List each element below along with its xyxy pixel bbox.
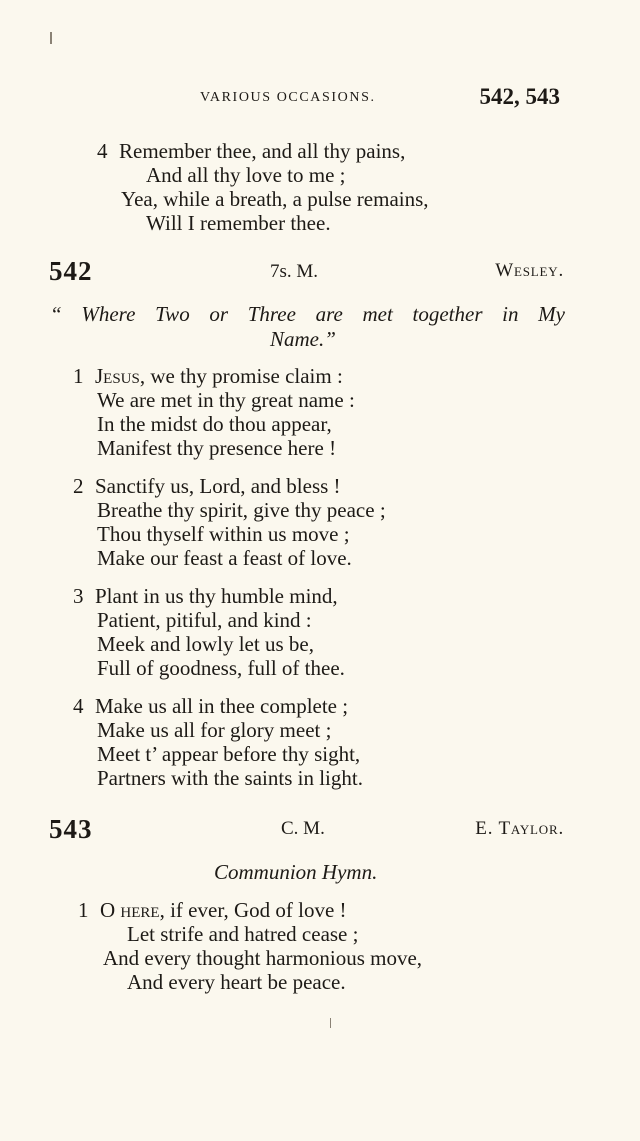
stanza-line: Make us all for glory meet ;	[97, 718, 332, 742]
hymn-title: Communion Hymn.	[214, 860, 378, 884]
stanza-line	[73, 474, 341, 498]
margin-mark	[330, 1018, 331, 1028]
stanza-number: 4	[73, 694, 84, 718]
stanza-line: Partners with the saints in light.	[97, 766, 363, 790]
stanza-line	[73, 584, 338, 608]
stanza-line: Meek and lowly let us be,	[97, 632, 314, 656]
stanza-line: Manifest thy presence here !	[97, 436, 337, 460]
stanza-number: 1	[73, 364, 84, 388]
stanza-line: And every thought harmonious move,	[103, 946, 423, 970]
stanza-line-text: Plant in us thy humble mind,	[95, 584, 338, 608]
stanza-line	[73, 694, 348, 718]
stanza-line-text: we thy promise claim :	[145, 364, 343, 388]
stanza-line: In the midst do thou appear,	[97, 412, 332, 436]
hymn-author: Wesley.	[495, 260, 564, 281]
stanza-line: Breathe thy spirit, give thy peace ;	[97, 498, 386, 522]
small-caps-word: here,	[120, 898, 165, 922]
stanza-number: 4	[97, 139, 108, 163]
margin-mark	[50, 32, 52, 44]
hymn-meter: C. M.	[281, 818, 325, 839]
hymn-number: 543	[49, 814, 93, 844]
hymn-title: Name.”	[270, 327, 336, 351]
stanza-line: Full of goodness, full of thee.	[97, 656, 345, 680]
stanza-number: 3	[73, 584, 84, 608]
stanza-line: Make our feast a feast of love.	[97, 546, 352, 570]
stanza-line-text: Make us all in thee complete ;	[95, 694, 349, 718]
stanza-number: 1	[78, 898, 89, 922]
stanza-line-text: Sanctify us, Lord, and bless !	[95, 474, 341, 498]
stanza-number: 2	[73, 474, 84, 498]
stanza-line	[97, 139, 405, 163]
hymn-meter: 7s. M.	[270, 261, 319, 282]
stanza-line-text: O	[100, 898, 121, 922]
stanza-line: Meet t’ appear before thy sight,	[97, 742, 361, 766]
running-title: VARIOUS OCCASIONS.	[200, 90, 376, 105]
stanza-line: Thou thyself within us move ;	[97, 522, 350, 546]
stanza-line	[73, 364, 343, 388]
page-numbers: 542, 543	[479, 84, 560, 109]
stanza-line-text: Remember thee, and all thy pains,	[119, 139, 406, 163]
stanza-line: And every heart be peace.	[127, 970, 346, 994]
stanza-line: Will I remember thee.	[146, 211, 331, 235]
stanza-line: Let strife and hatred cease ;	[127, 922, 359, 946]
stanza-line: Yea, while a breath, a pulse remains,	[121, 187, 429, 211]
small-caps-word: Jesus,	[95, 364, 146, 388]
hymn-number: 542	[49, 256, 93, 286]
hymn-title: “ Where Two or Three are met together in My	[50, 302, 565, 326]
hymn-author: E. Taylor.	[475, 818, 564, 839]
stanza-line-text: if ever, God of love !	[164, 898, 347, 922]
stanza-line	[78, 898, 347, 922]
stanza-line: And all thy love to me ;	[146, 163, 346, 187]
stanza-line: We are met in thy great name :	[97, 388, 355, 412]
stanza-line: Patient, pitiful, and kind :	[97, 608, 312, 632]
